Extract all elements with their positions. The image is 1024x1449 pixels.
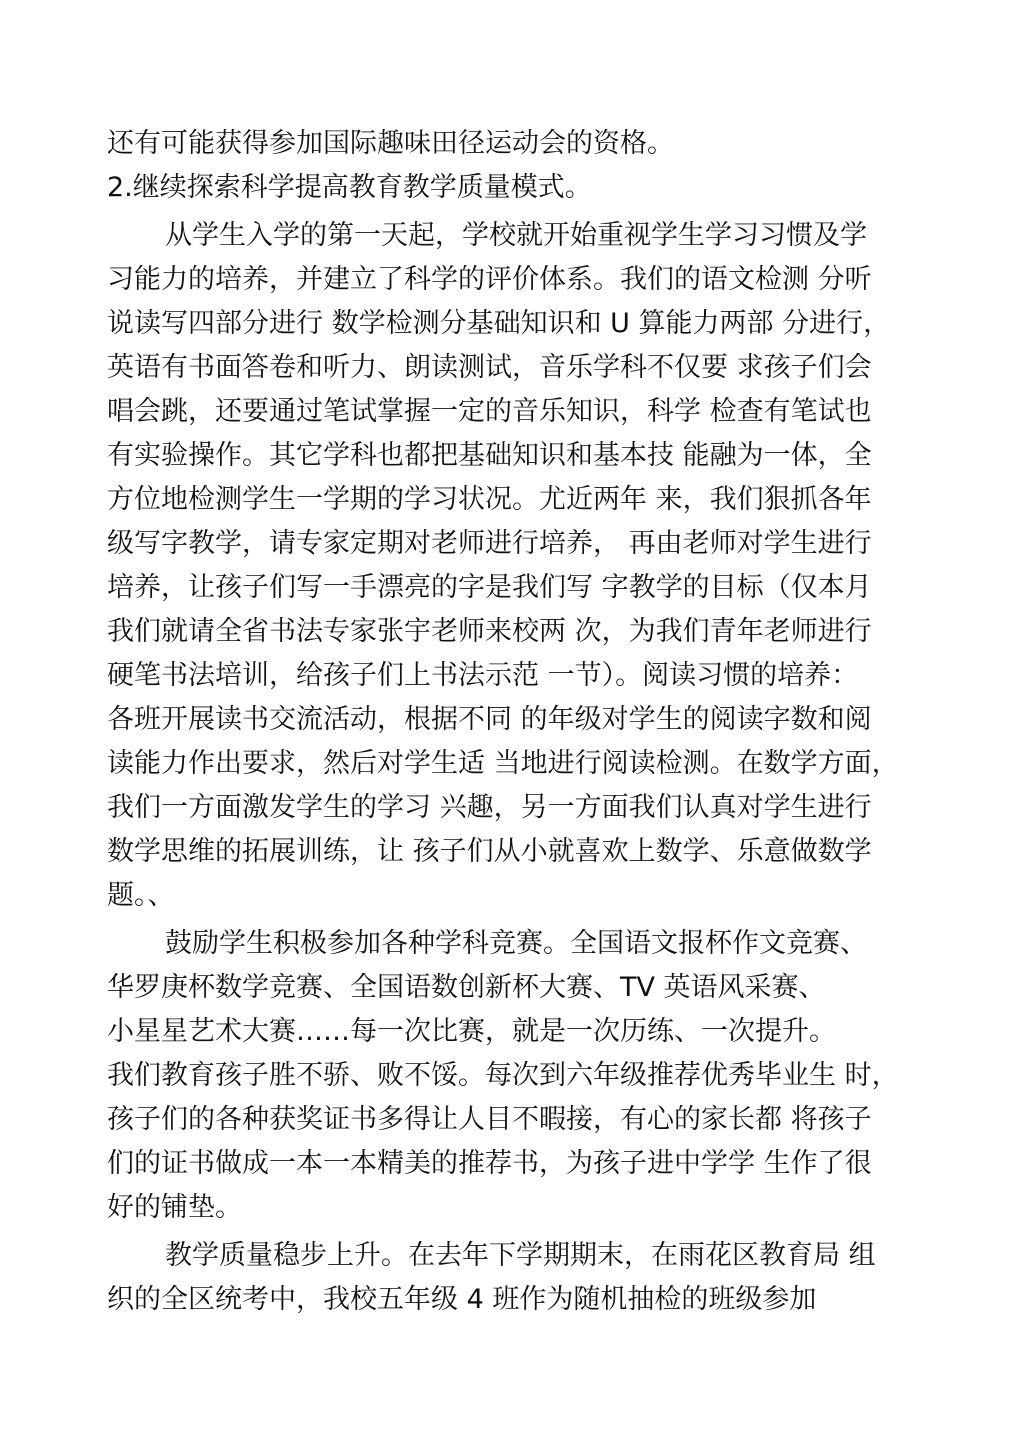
- paragraph-first-line: 从学生入学的第一天起，学校就开始重视学生学习习惯及学: [165, 220, 867, 251]
- text-line: 读能力作出要求，然后对学生适 当地进行阅读检测。在数学方面，: [107, 748, 899, 779]
- text-line: 有实验操作。其它学科也都把基础知识和基本技 能融为一体，全: [107, 440, 872, 471]
- text-line: 英语有书面答卷和听力、朗读测试，音乐学科不仅要 求孩子们会: [107, 352, 872, 383]
- text-line: 说读写四部分进行 数学检测分基础知识和 U 算能力两部 分进行，: [107, 308, 891, 339]
- text-line: 织的全区统考中，我校五年级 4 班作为随机抽检的班级参加: [107, 1284, 817, 1315]
- section-heading: 2.继续探索科学提高教育教学质量模式。: [107, 172, 592, 203]
- text-line: 华罗庚杯数学竞赛、全国语数创新杯大赛、TV 英语风采赛、: [107, 972, 826, 1003]
- text-line: 习能力的培养，并建立了科学的评价体系。我们的语文检测 分听: [107, 264, 872, 295]
- text-line: 好的铺垫。: [107, 1192, 242, 1223]
- text-line: 我们一方面激发学生的学习 兴趣，另一方面我们认真对学生进行: [107, 792, 872, 823]
- text-line: 还有可能获得参加国际趣味田径运动会的资格。: [107, 128, 674, 159]
- text-line: 们的证书做成一本一本精美的推荐书，为孩子进中学学 生作了很: [107, 1148, 872, 1179]
- text-line: 我们教育孩子胜不骄、败不馁。每次到六年级推荐优秀毕业生 时，: [107, 1060, 899, 1091]
- text-line: 各班开展读书交流活动，根据不同 的年级对学生的阅读字数和阅: [107, 704, 872, 735]
- text-line: 数学思维的拓展训练，让 孩子们从小就喜欢上数学、乐意做数学: [107, 836, 872, 867]
- text-line: 题。、: [107, 880, 175, 911]
- text-line: 硬笔书法培训，给孩子们上书法示范 一节）。阅读习惯的培养：: [107, 660, 859, 691]
- text-line: 我们就请全省书法专家张宇老师来校两 次，为我们青年老师进行: [107, 616, 872, 647]
- text-line: 级写字教学，请专家定期对老师进行培养， 再由老师对学生进行: [107, 528, 872, 559]
- text-line: 孩子们的各种获奖证书多得让人目不暇接，有心的家长都 将孩子: [107, 1104, 872, 1135]
- paragraph-first-line: 鼓励学生积极参加各种学科竞赛。全国语文报杯作文竞赛、: [165, 928, 867, 959]
- paragraph-first-line: 教学质量稳步上升。在去年下学期期末，在雨花区教育局 组: [165, 1240, 876, 1271]
- text-line: 小星星艺术大赛……每一次比赛，就是一次历练、一次提升。: [107, 1016, 836, 1047]
- text-line: 培养，让孩子们写一手漂亮的字是我们写 字教学的目标（仅本月: [107, 572, 872, 603]
- text-line: 唱会跳，还要通过笔试掌握一定的音乐知识，科学 检查有笔试也: [107, 396, 872, 427]
- text-line: 方位地检测学生一学期的学习状况。尤近两年 来，我们狠抓各年: [107, 484, 872, 515]
